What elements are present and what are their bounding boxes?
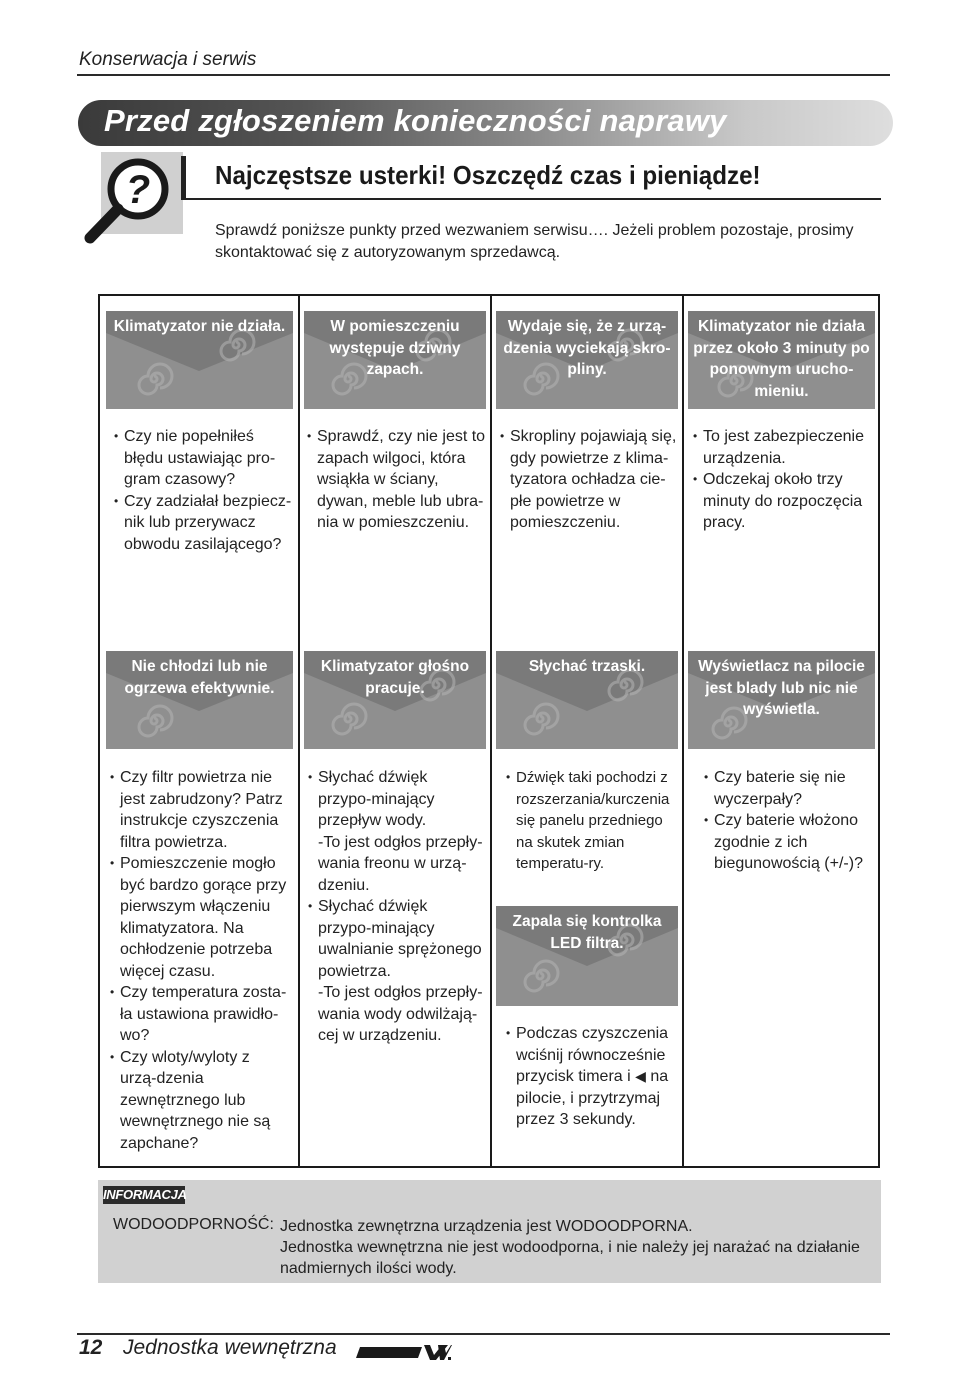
info-box [98, 1180, 881, 1283]
problem-checks [308, 767, 484, 1047]
svg-text:?: ? [125, 168, 151, 212]
brand-logo-icon [356, 1343, 452, 1361]
problem-title: Zapala się kontrolka LED filtra. [512, 913, 662, 952]
swirl-pattern-icon [134, 359, 174, 399]
subtitle-bar [181, 156, 186, 200]
bottom-rule [77, 1333, 890, 1335]
check-item: • Dźwięk taki pochodzi z rozszerzania/kurczenia się panelu przedniego na skutek zmian temperatu-ry. [506, 767, 680, 875]
column-divider [298, 294, 300, 1168]
check-item: • Czy zadziałał bezpiecz-nik lub przerywacz obwodu zasilającego? [114, 491, 296, 556]
problem-title: Klimatyzator nie działa przez około 3 minuty po ponownym urucho-mieniu. [693, 318, 870, 400]
problem-title: Słychać trzaski. [528, 658, 646, 675]
info-label: WODOODPORNOŚĆ: [113, 1216, 274, 1233]
check-item: • Czy nie popełniłeś błędu ustawiając pro-gram czasowy? [114, 426, 296, 491]
check-item: • Odczekaj około trzy minuty do rozpoczęcia pracy. [693, 469, 873, 534]
page-number: 12 [79, 1336, 103, 1359]
check-text: na pilocie, i przytrzymaj przez 3 sekundy. [516, 1068, 669, 1128]
info-badge: INFORMACJA [103, 1187, 187, 1202]
problem-header [304, 311, 486, 409]
check-item: • Czy baterie włożono zgodnie z ich biegunowością (+/-)? [704, 810, 874, 875]
problem-checks [506, 1023, 680, 1131]
check-item: • Słychać dźwięk przypo-minający przepływ wody. [308, 767, 484, 832]
problem-header [496, 906, 678, 1006]
problem-title: W pomieszczeniu występuje dziwny zapach. [329, 318, 461, 378]
swirl-pattern-icon [328, 699, 368, 739]
subtitle-rule [181, 198, 881, 200]
swirl-pattern-icon [520, 699, 560, 739]
problem-checks [500, 426, 680, 534]
question-magnifier-icon [80, 152, 190, 246]
column-divider [490, 294, 492, 1168]
info-line: Jednostka wewnętrzna nie jest wodoodporna, i nie należy jej narażać na działanie nadmiernych ilości wody. [280, 1239, 860, 1277]
info-line: Jednostka zewnętrzna urządzenia jest WODOODPORNA. [280, 1218, 693, 1235]
info-text [280, 1216, 875, 1279]
problem-header [304, 651, 486, 749]
check-item: • Słychać dźwięk przypo-minający uwalnianie sprężonego powietrza. [308, 896, 484, 982]
problem-checks [693, 426, 873, 534]
problem-title: Klimatyzator nie działa. [113, 318, 286, 335]
problem-title: Klimatyzator głośno pracuje. [320, 658, 470, 697]
page-title: Przed zgłoszeniem konieczności naprawy [104, 103, 727, 138]
check-item: • Skropliny pojawiają się, gdy powietrze z klima-tyzatora ochładza cie-płe powietrze w pomieszczeniu. [500, 426, 680, 534]
left-arrow-icon: ◀ [635, 1068, 646, 1084]
top-rule [77, 74, 890, 76]
check-text: Podczas czyszczenia wciśnij równocześnie przycisk timera i [516, 1025, 669, 1085]
check-item: • Czy temperatura zosta-ła ustawiona prawidło-wo? [110, 982, 288, 1047]
check-note: -To jest odgłos przepły-wania wody odwilżają-cej w urządzeniu. [318, 984, 483, 1044]
check-item: • Czy filtr powietrza nie jest zabrudzony? Patrz instrukcje czyszczenia filtra powietrza. [110, 767, 288, 853]
problem-title: Wydaje się, że z urzą-dzenia wyciekają skro-pliny. [503, 318, 671, 378]
problem-checks [506, 767, 680, 875]
problem-header [106, 311, 293, 409]
column-divider [682, 294, 684, 1168]
check-item: • To jest zabezpieczenie urządzenia. [693, 426, 873, 469]
problem-header [106, 651, 293, 749]
check-item: • Czy baterie się nie wyczerpały? [704, 767, 874, 810]
problem-title: Wyświetlacz na pilocie jest blady lub nic nie wyświetla. [698, 658, 865, 718]
section-label: Konserwacja i serwis [79, 49, 257, 70]
check-item: • Sprawdź, czy nie jest to zapach wilgoci, która wsiąkła w ściany, dywan, meble lub ubra-nia w pomieszczeniu. [307, 426, 487, 534]
footer-text: Jednostka wewnętrzna [123, 1336, 337, 1359]
check-item: • Pomieszczenie mogło być bardzo gorące przy pierwszym włączeniu klimatyzatora. Na ochłodzenie potrzeba więcej czasu. [110, 853, 288, 982]
problem-header [688, 311, 875, 409]
problem-title: Nie chłodzi lub nie ogrzewa efektywnie. [124, 658, 275, 697]
problem-checks [114, 426, 296, 555]
problem-header [496, 311, 678, 409]
check-item: • Czy wloty/wyloty z urzą-dzenia zewnętrznego lub wewnętrznego nie są zapchane? [110, 1047, 288, 1155]
check-note: -To jest odgłos przepły-wania freonu w urzą-dzeniu. [318, 833, 483, 894]
subtitle: Najczęstsze usterki! Oszczędź czas i pieniądze! [215, 160, 761, 190]
problem-checks [307, 426, 487, 534]
problem-checks [704, 767, 874, 875]
problem-header [688, 651, 875, 749]
swirl-pattern-icon [134, 701, 174, 741]
swirl-pattern-icon [520, 956, 560, 996]
intro-text: Sprawdź poniższe punkty przed wezwaniem serwisu…. Jeżeli problem pozostaje, prosimy skontaktować się z autoryzowanym sprzedawcą. [215, 222, 854, 261]
problem-header [496, 651, 678, 749]
check-item [506, 1023, 680, 1131]
title-banner [78, 100, 893, 146]
problem-checks [110, 767, 288, 1154]
